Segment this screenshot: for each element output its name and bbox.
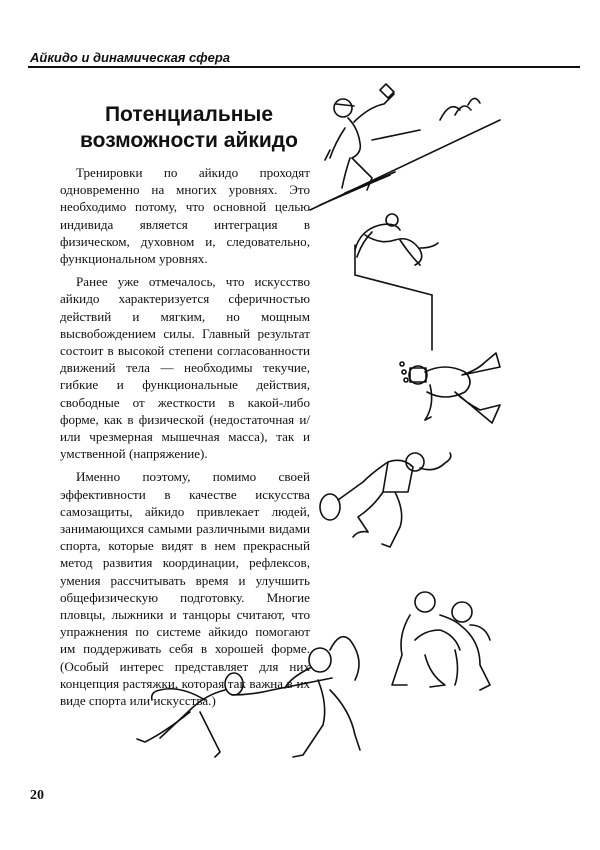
diver-illustration — [355, 214, 438, 350]
skier-illustration — [310, 84, 500, 210]
fencing-illustration — [137, 637, 360, 757]
scuba-illustration — [400, 353, 500, 423]
paragraph: Ранее уже отмечалось, что искусство айкидо характеризуется сферичностью действий и мягким, но мощным высвобождением силы. Главный результат состоит в высокой степени согласованности движений тела — необходимы текучие, гибкие и функциональные действия, свободные от жесткости в какой-либо форме, как в физической (недостаточная и/или чрезмерная мышечная масса), так и умственной (напряжение). — [60, 274, 310, 462]
paragraph: Именно поэтому, помимо своей эффективности в качестве искусства самозащиты, айкидо привлекает людей, занимающихся самыми различными видами спорта, которые видят в нем прекрасный метод развития координации, рефлексов, умения рассчитывать время и улучшить общефизическую подготовку. Многие пловцы, лыжники и танцоры считают, что упражнения по системе айкидо помогают им поддерживать себя в хорошей форме. (Особый интерес представляет для них концепция растяжки, которая так важна в их виде спорта или искусства.) — [60, 469, 310, 709]
section-title-line2: возможности айкидо — [80, 129, 298, 152]
tennis-illustration — [320, 453, 451, 547]
paragraph: Тренировки по айкидо проходят одновременно на многих уровнях. Это необходимо потому, что основной целью индивида является интеграция в физическом, духовном и, следовательно, функциональном уровнях. — [60, 165, 310, 267]
judo-illustration — [392, 592, 490, 690]
page-number: 20 — [30, 788, 44, 803]
running-header: Айкидо и динамическая сфера — [30, 50, 231, 65]
section-title-line1: Потенциальные — [104, 103, 274, 126]
